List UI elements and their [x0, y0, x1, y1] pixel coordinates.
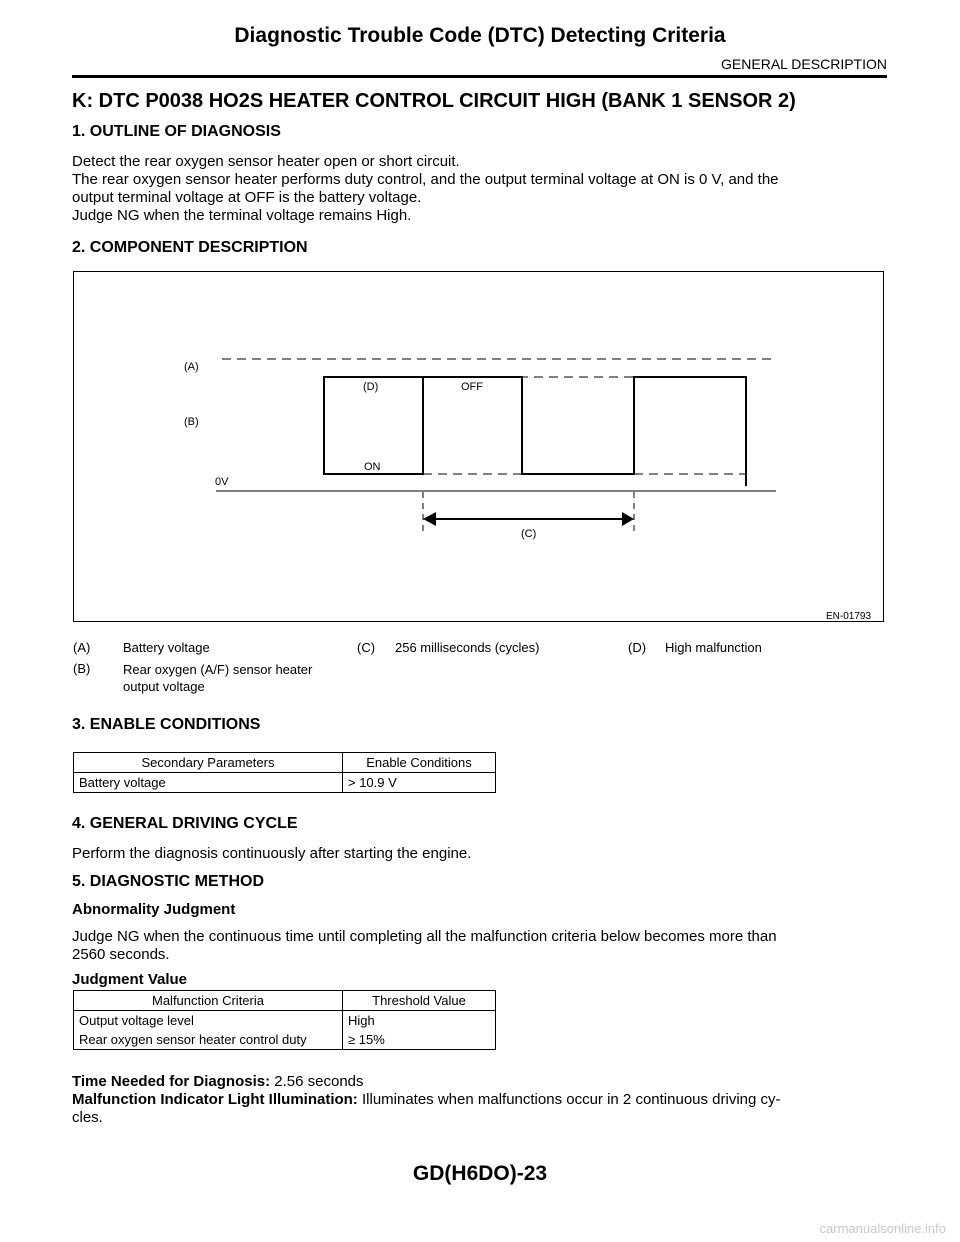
legend-item-a — [73, 640, 210, 655]
outline-line: The rear oxygen sensor heater performs duty control, and the output terminal voltage at ON is 0 V, and the — [72, 171, 779, 188]
cycle-text: Perform the diagnosis continuously after starting the engine. — [72, 845, 472, 862]
method-text — [72, 928, 887, 964]
legend-key: (C) — [357, 640, 376, 655]
table-header-cell: Threshold Value — [343, 991, 496, 1011]
table-cell: High — [343, 1011, 496, 1031]
outline-heading: 1. OUTLINE OF DIAGNOSIS — [72, 123, 281, 140]
table-header-cell: Malfunction Criteria — [74, 991, 343, 1011]
mil-illumination — [72, 1091, 887, 1127]
period-arrow-right-head — [622, 512, 634, 526]
table-cell: Output voltage level — [74, 1011, 343, 1031]
table-cell: ≥ 15% — [343, 1030, 496, 1050]
table-header-cell: Enable Conditions — [343, 753, 496, 773]
table-row — [74, 1030, 496, 1050]
mil-value-continued: cles. — [72, 1109, 103, 1126]
legend-key: (B) — [73, 661, 91, 676]
legend-text: Rear oxygen (A/F) sensor heater — [123, 662, 313, 677]
enable-heading: 3. ENABLE CONDITIONS — [72, 716, 261, 733]
watermark: carmanualsonline.info — [819, 1221, 946, 1236]
header-rule — [72, 75, 887, 78]
waveform-trace — [423, 377, 746, 486]
page-number: GD(H6DO)-23 — [412, 1162, 548, 1185]
label-off: OFF — [461, 381, 483, 393]
page-header-subtitle: GENERAL DESCRIPTION — [721, 56, 887, 72]
waveform-diagram — [74, 272, 883, 621]
cycle-heading: 4. GENERAL DRIVING CYCLE — [72, 815, 298, 832]
label-a: (A) — [184, 361, 199, 373]
section-title: K: DTC P0038 HO2S HEATER CONTROL CIRCUIT HIGH (BANK 1 SENSOR 2) — [72, 90, 796, 112]
method-line: Judge NG when the continuous time until completing all the malfunction criteria below becomes more than — [72, 928, 777, 945]
time-value: 2.56 seconds — [270, 1073, 364, 1090]
figure-code: EN-01793 — [826, 611, 872, 621]
time-label: Time Needed for Diagnosis: — [72, 1073, 271, 1090]
table-header-row — [74, 753, 496, 773]
page-header-title: Diagnostic Trouble Code (DTC) Detecting Criteria — [234, 24, 726, 47]
table-row — [74, 1011, 496, 1031]
table-cell: Battery voltage — [74, 773, 343, 793]
label-c: (C) — [521, 528, 537, 540]
mil-label: Malfunction Indicator Light Illumination: — [72, 1091, 358, 1108]
legend-item-d — [628, 640, 762, 655]
legend-item-c — [357, 640, 540, 655]
outline-text — [72, 153, 887, 225]
mil-value: Illuminates when malfunctions occur in 2 continuous driving cy- — [357, 1091, 781, 1108]
table-header-cell: Secondary Parameters — [74, 753, 343, 773]
legend-key: (D) — [628, 640, 647, 655]
legend-text: Battery voltage — [123, 640, 210, 655]
judgment-label: Judgment Value — [72, 971, 188, 988]
table-row — [74, 773, 496, 793]
label-b: (B) — [184, 416, 199, 428]
method-heading: 5. DIAGNOSTIC METHOD — [72, 873, 265, 890]
enable-conditions-table — [73, 752, 496, 793]
period-arrow-left-head — [423, 512, 436, 526]
component-heading: 2. COMPONENT DESCRIPTION — [72, 239, 308, 256]
table-cell: Rear oxygen sensor heater control duty — [74, 1030, 343, 1050]
label-d: (D) — [363, 381, 379, 393]
label-0v: 0V — [215, 476, 229, 488]
waveform-figure — [73, 271, 884, 622]
table-cell: > 10.9 V — [343, 773, 496, 793]
method-line: 2560 seconds. — [72, 946, 170, 963]
outline-line: Judge NG when the terminal voltage remains High. — [72, 207, 412, 224]
legend-text: High malfunction — [665, 640, 762, 655]
judgment-value-table — [73, 990, 496, 1050]
table-header-row — [74, 991, 496, 1011]
outline-line: output terminal voltage at OFF is the battery voltage. — [72, 189, 422, 206]
outline-line: Detect the rear oxygen sensor heater open or short circuit. — [72, 153, 460, 170]
legend-key: (A) — [73, 640, 91, 655]
legend-item-b — [73, 661, 353, 694]
legend-text: 256 milliseconds (cycles) — [395, 640, 540, 655]
abnormality-label: Abnormality Judgment — [72, 901, 236, 918]
legend-text-continued: output voltage — [123, 679, 205, 694]
label-on: ON — [364, 461, 381, 473]
diagnosis-time — [72, 1073, 887, 1091]
